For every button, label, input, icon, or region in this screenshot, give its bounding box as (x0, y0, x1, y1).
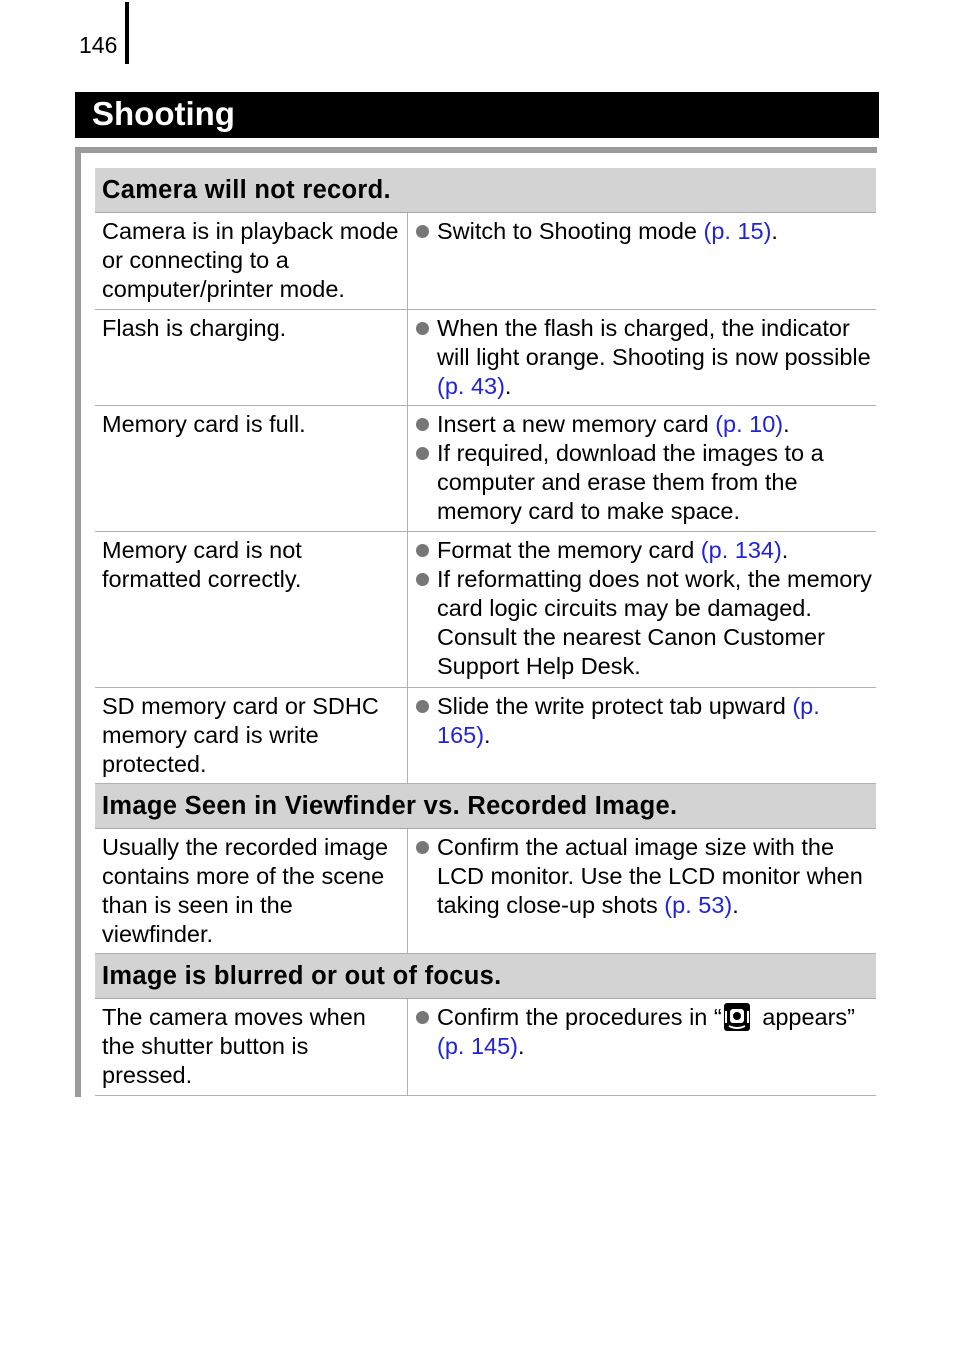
remedy-cell (408, 532, 876, 687)
cause-cell: Usually the recorded image contains more of the scene than is seen in the viewfinder. (95, 829, 408, 953)
remedy-text: Confirm the actual image size with the LCD monitor. Use the LCD monitor when taking close-up shots (437, 834, 863, 918)
page-reference-link[interactable]: (p. 53) (664, 892, 733, 918)
table-row (95, 213, 876, 310)
bullet-icon (416, 573, 429, 586)
page-reference-link[interactable]: (p. 165) (437, 693, 820, 748)
cause-cell: Memory card is full. (95, 406, 408, 531)
remedy-item (416, 565, 872, 681)
category-header: Image is blurred or out of focus. (95, 954, 876, 999)
camera-shake-icon (724, 1003, 750, 1031)
page-number: 146 (79, 32, 118, 58)
cause-cell: Camera is in playback mode or connecting to a computer/printer mode. (95, 213, 408, 309)
page-reference-link[interactable]: (p. 10) (715, 411, 784, 437)
bullet-icon (416, 418, 429, 431)
bullet-icon (416, 544, 429, 557)
table-row (95, 532, 876, 688)
remedy-cell (408, 310, 876, 405)
cause-cell: The camera moves when the shutter button is pressed. (95, 999, 408, 1095)
page-reference-link[interactable]: (p. 15) (703, 218, 772, 244)
section-frame-top (75, 147, 877, 153)
remedy-item (416, 314, 872, 401)
table-row (95, 406, 876, 532)
page-reference-link[interactable]: (p. 43) (437, 373, 505, 399)
remedy-cell (408, 213, 876, 309)
remedy-punctuation: . (484, 722, 491, 748)
bullet-icon (416, 322, 429, 335)
category-header: Camera will not record. (95, 168, 876, 213)
table-row (95, 310, 876, 406)
remedy-cell (408, 406, 876, 531)
bullet-icon (416, 225, 429, 238)
page-number-rule (125, 2, 129, 64)
bullet-icon (416, 447, 429, 460)
section-banner (75, 92, 879, 138)
bullet-icon (416, 700, 429, 713)
remedy-punctuation: . (783, 411, 790, 437)
remedy-item (416, 217, 872, 246)
remedy-item (416, 692, 872, 750)
remedy-text: If reformatting does not work, the memory card logic circuits may be damaged. Consult the nearest Canon Customer Support Help Desk. (437, 566, 872, 679)
remedy-cell (408, 999, 876, 1095)
section-title: Shooting (92, 95, 235, 132)
remedy-text: Slide the write protect tab upward (437, 693, 793, 719)
remedy-item (416, 439, 872, 526)
remedy-punctuation: . (771, 218, 778, 244)
page-reference-link[interactable]: (p. 145) (437, 1033, 518, 1059)
category-header: Image Seen in Viewfinder vs. Recorded Image. (95, 784, 876, 829)
remedy-text: When the flash is charged, the indicator will light orange. Shooting is now possible (437, 315, 871, 370)
remedy-item (416, 536, 872, 565)
cause-cell: Flash is charging. (95, 310, 408, 405)
remedy-text: If required, download the images to a computer and erase them from the memory card to make space. (437, 440, 824, 524)
bullet-icon (416, 1011, 429, 1024)
remedy-cell (408, 829, 876, 953)
table-row (95, 688, 876, 784)
remedy-item (416, 410, 872, 439)
remedy-text: Insert a new memory card (437, 411, 716, 437)
table-row (95, 999, 876, 1096)
bullet-icon (416, 841, 429, 854)
remedy-text: appears” (755, 1004, 856, 1030)
cause-cell: SD memory card or SDHC memory card is write protected. (95, 688, 408, 783)
remedy-punctuation: . (732, 892, 739, 918)
remedy-cell (408, 688, 876, 783)
remedy-item (416, 833, 872, 920)
remedy-text: Confirm the procedures in “ (437, 1004, 722, 1030)
troubleshooting-table (95, 168, 876, 1096)
section-frame-left (75, 147, 81, 1097)
page-reference-link[interactable]: (p. 134) (700, 537, 782, 563)
remedy-punctuation: . (518, 1033, 525, 1059)
remedy-item (416, 1003, 872, 1061)
cause-cell: Memory card is not formatted correctly. (95, 532, 408, 687)
remedy-punctuation: . (504, 373, 512, 399)
remedy-text: Switch to Shooting mode (437, 218, 704, 244)
remedy-punctuation: . (781, 537, 789, 563)
table-row (95, 829, 876, 954)
remedy-text: Format the memory card (437, 537, 701, 563)
